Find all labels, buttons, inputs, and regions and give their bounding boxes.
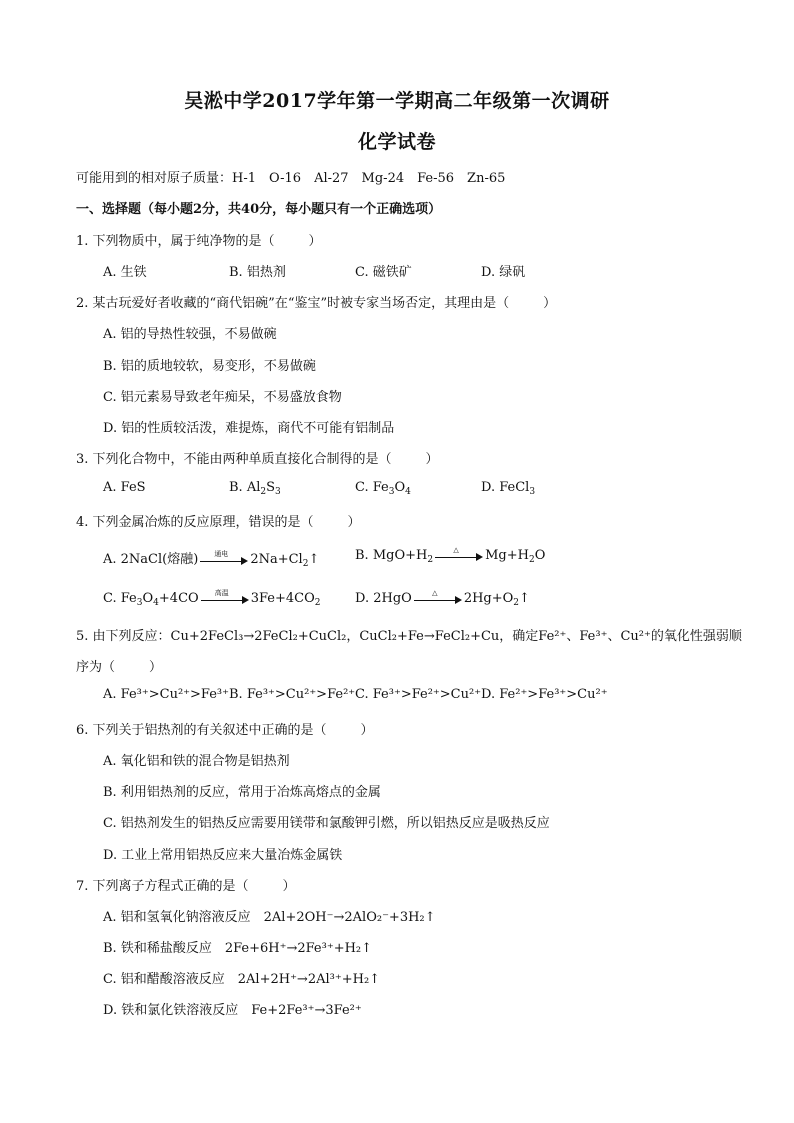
question-4-option-c: C. $Fe_3O_4+4CO$ 高温 $3Fe+4CO_2$ bbox=[103, 588, 321, 608]
section-heading: 一、选择题（每小题2分，共40分，每小题只有一个正确选项） bbox=[76, 202, 442, 217]
question-1-close: ） bbox=[308, 234, 322, 249]
question-6-text: 6. 下列关于铝热剂的有关叙述中正确的是（ bbox=[76, 723, 327, 738]
question-4-stem bbox=[76, 511, 361, 530]
question-6-stem bbox=[76, 719, 374, 738]
question-2-option-a: A. 铝的导热性较强，不易做碗 bbox=[103, 327, 277, 342]
question-3-option-b: B. $Al_2S_3$ bbox=[229, 480, 281, 497]
question-6-option-c: C. 铝热剂发生的铝热反应需要用镁带和氯酸钾引燃，所以铝热反应是吸热反应 bbox=[103, 816, 550, 831]
question-7-close: ） bbox=[282, 879, 296, 894]
question-3-option-a: A. FeS bbox=[103, 480, 146, 495]
question-7-option-b: B. 铁和稀盐酸反应 2Fe+6H⁺→2Fe³⁺+H₂↑ bbox=[103, 941, 373, 956]
reaction-arrow-icon: △ bbox=[435, 549, 483, 563]
question-5-option-d: D. Fe²⁺>Fe³⁺>Cu²⁺ bbox=[481, 687, 608, 702]
question-3-option-d: D. FeCl$_3$ bbox=[481, 480, 536, 497]
question-4-close: ） bbox=[347, 515, 361, 530]
question-6-option-b: B. 利用铝热剂的反应，常用于冶炼高熔点的金属 bbox=[103, 785, 381, 800]
question-4-option-a: A. 2NaCl(熔融) 通电 $2Na+Cl_2↑$ bbox=[103, 549, 320, 569]
question-1-text: 1. 下列物质中，属于纯净物的是（ bbox=[76, 234, 275, 249]
question-1-option-d: D. 绿矾 bbox=[481, 265, 526, 280]
reaction-arrow-icon: 高温 bbox=[201, 592, 249, 606]
exam-subtitle: 化学试卷 bbox=[357, 131, 436, 153]
question-6-close: ） bbox=[360, 723, 374, 738]
question-7-option-d: D. 铁和氯化铁溶液反应 Fe+2Fe³⁺→3Fe²⁺ bbox=[103, 1003, 362, 1018]
question-4-text: 4. 下列金属冶炼的反应原理，错误的是（ bbox=[76, 515, 314, 530]
question-4-option-d: D. 2HgO △ $2Hg+O_2↑$ bbox=[355, 588, 530, 608]
question-4-option-b: B. $MgO+H_2$ △ $Mg+H_2O$ bbox=[355, 545, 546, 565]
question-5-close: ） bbox=[149, 660, 163, 675]
atomic-masses: 可能用到的相对原子质量：H-1 O-16 Al-27 Mg-24 Fe-56 Zn-65 bbox=[76, 171, 506, 186]
question-5-stem: 5. 由下列反应：Cu+2FeCl₃→2FeCl₂+CuCl₂，CuCl₂+Fe→FeCl₂+Cu，确定Fe²⁺、Fe³⁺、Cu²⁺的氧化性强弱顺 bbox=[76, 629, 742, 644]
question-3-option-c: C. $Fe_3O_4$ bbox=[355, 480, 411, 497]
question-3-close: ） bbox=[425, 452, 439, 467]
question-3-text: 3. 下列化合物中，不能由两种单质直接化合制得的是（ bbox=[76, 452, 392, 467]
exam-title: 吴淞中学2017学年第一学期高二年级第一次调研 bbox=[184, 90, 610, 112]
question-7-option-a: A. 铝和氢氧化钠溶液反应 2Al+2OH⁻→2AlO₂⁻+3H₂↑ bbox=[103, 910, 436, 925]
question-5-stem-cont bbox=[76, 656, 162, 675]
question-2-stem bbox=[76, 292, 556, 311]
question-6-option-a: A. 氧化铝和铁的混合物是铝热剂 bbox=[103, 754, 290, 769]
question-1-option-a: A. 生铁 bbox=[103, 265, 147, 280]
question-5-option-a: A. Fe³⁺>Cu²⁺>Fe³⁺ bbox=[103, 687, 229, 702]
question-2-text: 2. 某古玩爱好者收藏的“商代铝碗”在“鉴宝”时被专家当场否定，其理由是（ bbox=[76, 296, 510, 311]
question-2-close: ） bbox=[543, 296, 557, 311]
question-1-option-c: C. 磁铁矿 bbox=[355, 265, 412, 280]
question-5-text: 序为（ bbox=[76, 660, 116, 675]
question-7-stem bbox=[76, 875, 296, 894]
question-3-stem bbox=[76, 448, 439, 467]
question-2-option-c: C. 铝元素易导致老年痴呆，不易盛放食物 bbox=[103, 390, 342, 405]
reaction-arrow-icon: 通电 bbox=[200, 553, 248, 567]
question-2-option-b: B. 铝的质地较软，易变形，不易做碗 bbox=[103, 359, 316, 374]
question-6-option-d: D. 工业上常用铝热反应来大量冶炼金属铁 bbox=[103, 848, 343, 863]
question-7-option-c: C. 铝和醋酸溶液反应 2Al+2H⁺→2Al³⁺+H₂↑ bbox=[103, 972, 381, 987]
question-2-option-d: D. 铝的性质较活泼，难提炼，商代不可能有铝制品 bbox=[103, 421, 395, 436]
question-5-option-c: C. Fe³⁺>Fe²⁺>Cu²⁺ bbox=[355, 687, 482, 702]
question-1-option-b: B. 铝热剂 bbox=[229, 265, 286, 280]
question-1-stem bbox=[76, 230, 322, 249]
reaction-arrow-icon: △ bbox=[414, 592, 462, 606]
question-7-text: 7. 下列离子方程式正确的是（ bbox=[76, 879, 249, 894]
question-5-option-b: B. Fe³⁺>Cu²⁺>Fe²⁺ bbox=[229, 687, 356, 702]
